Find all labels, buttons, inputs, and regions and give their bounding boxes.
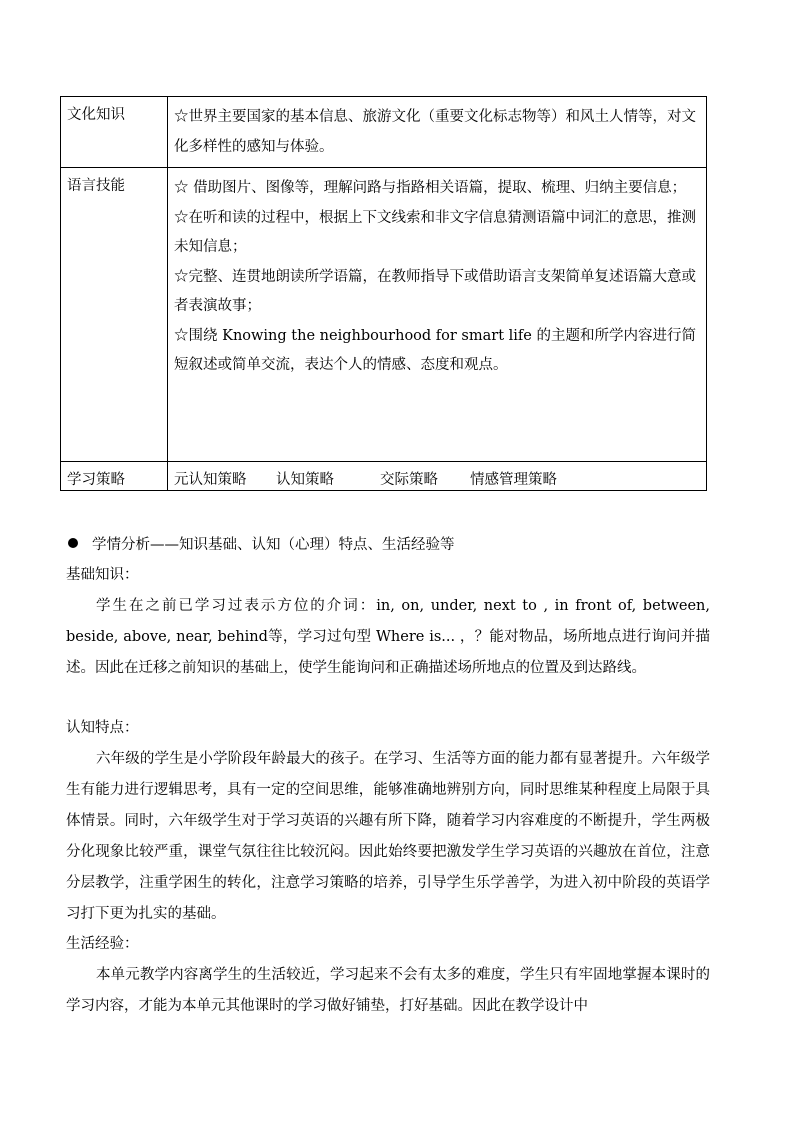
strategy-item: 元认知策略 xyxy=(174,472,247,488)
strategy-list xyxy=(174,468,700,489)
skill-paragraph-2: ☆在听和读的过程中，根据上下文线索和非文字信息猜测语篇中词汇的意思，推测未知信息； xyxy=(174,209,696,255)
bullet-icon xyxy=(68,538,78,548)
analysis-heading xyxy=(66,531,710,561)
row-label-strategies: 学习策略 xyxy=(61,462,168,491)
basic-knowledge-text: 学生在之前已学习过表示方位的介词：in, on, under, next to , in front of, between, beside, above, near, behind等，学习过句型 Where is... ，？能对物品，场所地点进行询问并描述。因此在迁移之前知识的基础上，使学生能询问和正确描述场所地点的位置及到达路线。 xyxy=(66,597,710,676)
row-content-culture xyxy=(168,97,707,168)
cognitive-title: 认知特点： xyxy=(66,720,139,736)
row-label-language-skills: 语言技能 xyxy=(61,168,168,462)
life-experience-section xyxy=(66,930,710,1022)
basic-knowledge-title: 基础知识： xyxy=(66,567,139,583)
table-row-strategies xyxy=(61,462,707,491)
life-experience-title: 生活经验： xyxy=(66,936,139,952)
table-row-language-skills xyxy=(61,168,707,462)
row-content-strategies xyxy=(168,462,707,491)
culture-paragraph: ☆世界主要国家的基本信息、旅游文化（重要文化标志物等）和风土人情等，对文化多样性的感知与体验。 xyxy=(174,109,696,155)
strategy-item: 交际策略 xyxy=(380,472,438,488)
skill-paragraph-1: ☆ 借助图片、图像等，理解问路与指路相关语篇，提取、梳理、归纳主要信息； xyxy=(174,180,687,196)
strategy-item: 认知策略 xyxy=(276,472,334,488)
table-row-culture xyxy=(61,97,707,168)
life-experience-text: 本单元教学内容离学生的生活较近，学习起来不会有太多的难度，学生只有牢固地掌握本课时的学习内容，才能为本单元其他课时的学习做好铺垫，打好基础。因此在教学设计中 xyxy=(66,966,710,1014)
strategy-item: 情感管理策略 xyxy=(470,472,557,488)
cognitive-text: 六年级的学生是小学阶段年龄最大的孩子。在学习、生活等方面的能力都有显著提升。六年级学生有能力进行逻辑思考，具有一定的空间思维，能够准确地辨别方向，同时思维某种程度上局限于具体情景。同时，六年级学生对于学习英语的兴趣有所下降，随着学习内容难度的不断提升，学生两极分化现象比较严重，课堂气氛往往比较沉闷。因此始终要把激发学生学习英语的兴趣放在首位，注意分层教学，注重学困生的转化，注意学习策略的培养，引导学生乐学善学，为进入初中阶段的英语学习打下更为扎实的基础。 xyxy=(66,750,710,922)
row-content-language-skills xyxy=(168,168,707,462)
row-label-culture: 文化知识 xyxy=(61,97,168,168)
basic-knowledge-section xyxy=(66,561,710,684)
skill-paragraph-4: ☆围绕 Knowing the neighbourhood for smart life 的主题和所学内容进行简短叙述或简单交流，表达个人的情感、态度和观点。 xyxy=(174,327,696,373)
skill-paragraph-3: ☆完整、连贯地朗读所学语篇，在教师指导下或借助语言支架简单复述语篇大意或者表演故事； xyxy=(174,268,696,314)
analysis-heading-text: 学情分析——知识基础、认知（心理）特点、生活经验等 xyxy=(92,537,455,553)
cognitive-section xyxy=(66,714,710,930)
curriculum-table xyxy=(60,96,707,491)
